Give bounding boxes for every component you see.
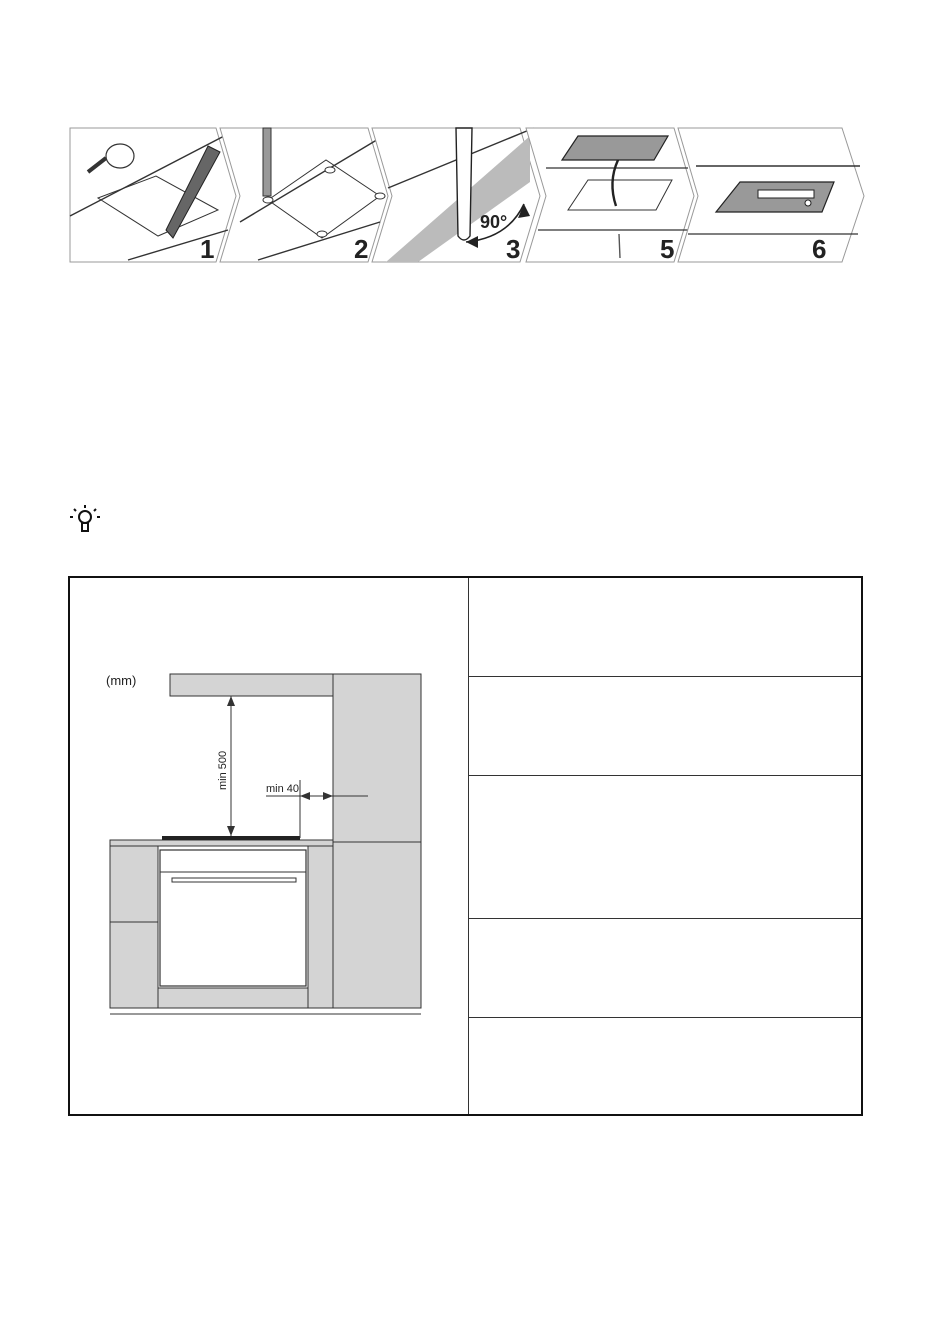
step-number-3: 3 [506,234,521,264]
table-row-divider [468,918,861,919]
installation-steps-illustration [68,126,865,264]
side-clearance-label: min 40 [266,783,300,795]
cut-angle-label: 90° [480,212,508,232]
table-column-divider [468,578,469,1114]
plinth [158,988,308,1008]
worktop [110,840,333,846]
step-number-5: 5 [660,234,675,264]
step-number-1: 1 [200,234,215,264]
built-in-oven [160,850,306,986]
step-number-6: 6 [812,234,827,264]
base-cabinet-right [308,846,333,1008]
lightbulb-icon [68,503,102,537]
base-cabinet-left [110,846,158,1008]
upper-cabinet [170,674,333,696]
step-panel-5 [526,128,694,264]
table-row-divider [468,676,861,677]
step-panel-2 [220,128,388,264]
tall-cabinet-lower [333,842,421,1008]
table-row-divider [468,775,861,776]
step-panel-3 [372,128,540,264]
table-row-divider [468,1017,861,1018]
step-number-2: 2 [354,234,369,264]
tall-cabinet-upper [333,674,421,842]
unit-label: (mm) [106,673,137,688]
step-panel-6 [678,128,864,264]
step-panel-1 [70,128,236,264]
oven-handle [172,878,296,882]
clearance-diagram [100,668,440,1028]
vertical-clearance-label: min 500 [217,750,229,790]
installation-table [68,576,863,1116]
hob [162,836,300,840]
